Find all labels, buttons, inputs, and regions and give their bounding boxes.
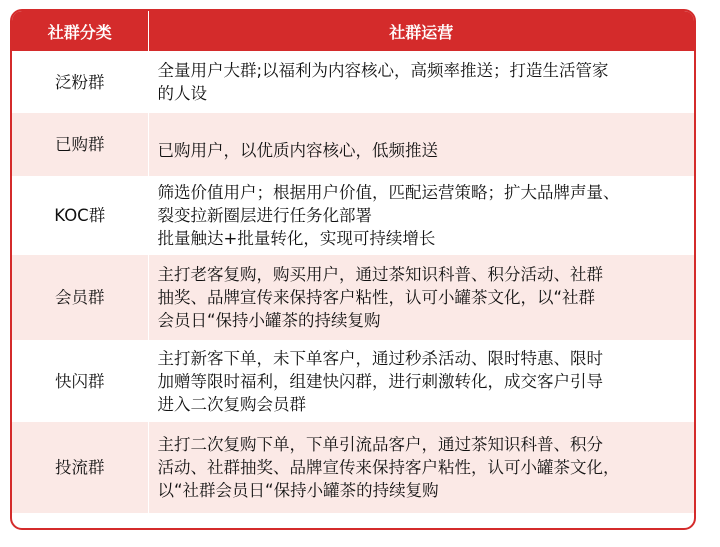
operation-line: 筛选价值用户；根据用户价值，匹配运营策略；扩大品牌声量、 [157, 183, 620, 202]
table-row [12, 255, 694, 340]
operation-line: 以“社群会员日“保持小罐茶的持续复购 [157, 481, 439, 500]
row-operation [148, 176, 694, 255]
row-operation [148, 255, 694, 340]
row-operation [148, 340, 694, 422]
operation-line: 裂变拉新圈层进行任务化部署 [157, 206, 372, 225]
community-table [12, 11, 694, 513]
table-row [12, 340, 694, 422]
operation-line: 活动、社群抽奖、品牌宣传来保持客户粘性，认可小罐茶文化， [157, 458, 620, 477]
row-category: 快闪群 [12, 340, 148, 422]
operation-line: 会员日“保持小罐茶的持续复购 [157, 311, 381, 330]
row-category: 已购群 [12, 113, 148, 176]
table-header-row [12, 11, 694, 51]
row-category: 会员群 [12, 255, 148, 340]
operation-line: 主打二次复购下单，下单引流品客户，通过茶知识科普、积分 [157, 435, 603, 454]
operation-line: 全量用户大群;以福利为内容核心，高频率推送；打造生活管家 [157, 61, 609, 80]
operation-line: 批量触达+批量转化，实现可持续增长 [157, 229, 436, 248]
operation-line: 主打老客复购，购买用户，通过茶知识科普、积分活动、社群 [157, 265, 603, 284]
table-row [12, 51, 694, 113]
row-category: 泛粉群 [12, 51, 148, 113]
operation-line: 加赠等限时福利，组建快闪群，进行刺激转化，成交客户引导 [157, 371, 603, 391]
row-operation [148, 422, 694, 513]
community-table-frame [10, 9, 696, 530]
table-row [12, 422, 694, 513]
operation-line: 已购用户，以优质内容核心，低频推送 [157, 141, 438, 160]
row-category: KOC群 [12, 176, 148, 255]
row-operation [148, 51, 694, 113]
table-row [12, 113, 694, 176]
operation-line: 主打新客下单，未下单客户，通过秒杀活动、限时特惠、限时 [157, 348, 603, 368]
operation-line: 的人设 [157, 84, 207, 103]
row-operation [148, 113, 694, 176]
operation-line: 抽奖、品牌宣传来保持客户粘性，认可小罐茶文化，以“社群 [157, 288, 596, 307]
row-category: 投流群 [12, 422, 148, 513]
header-category: 社群分类 [12, 11, 148, 51]
table-row [12, 176, 694, 255]
header-operation: 社群运营 [148, 11, 694, 51]
operation-line: 进入二次复购会员群 [157, 394, 306, 414]
